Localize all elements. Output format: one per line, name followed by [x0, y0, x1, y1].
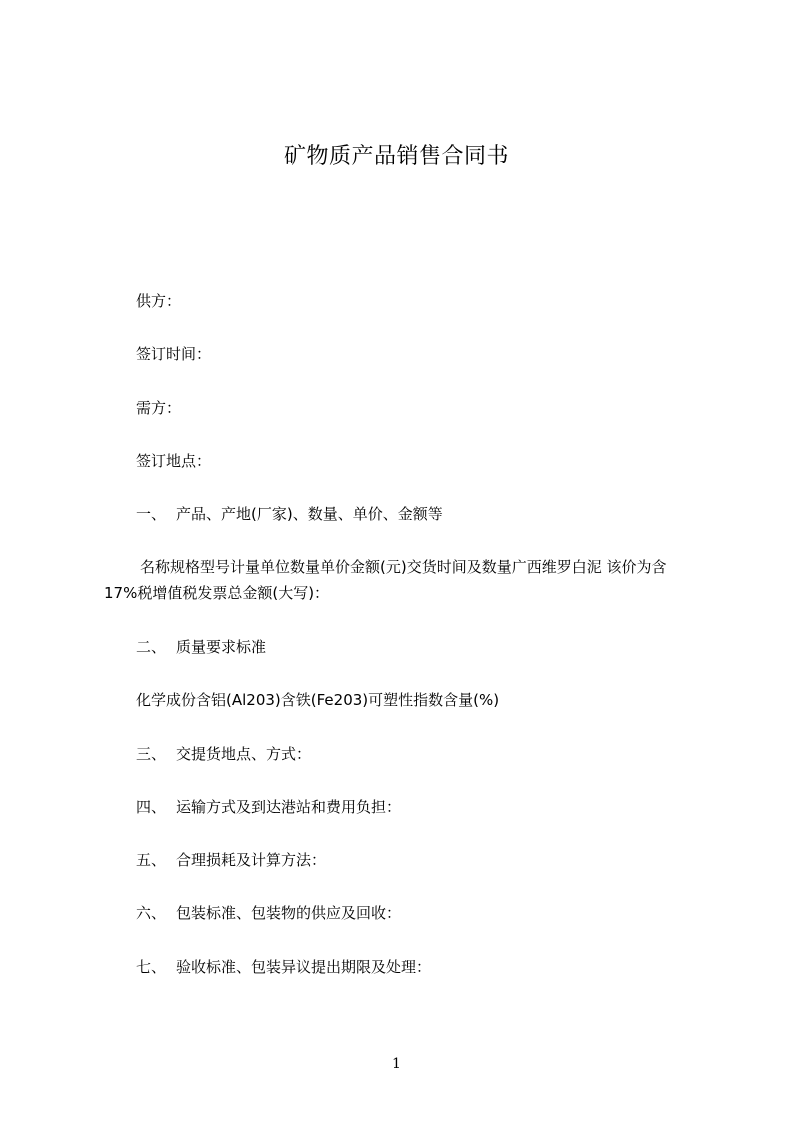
section-number: 二、: [136, 638, 167, 656]
section-heading-3: [136, 744, 311, 764]
section-number: 四、: [136, 798, 167, 816]
section-heading-6: [136, 903, 401, 923]
section-title: 运输方式及到达港站和费用负担：: [176, 798, 402, 816]
buyer-field-label: 需方：: [136, 399, 182, 417]
section-title: 包装标准、包装物的供应及回收：: [176, 904, 402, 922]
product-paragraph: 名称规格型号计量单位数量单价金额(元)交货时间及数量广西维罗白泥 该价为含 17%税增值税发票总金额(大写)：: [104, 558, 667, 602]
section-title: 交提货地点、方式：: [176, 745, 312, 763]
section-number: 五、: [136, 851, 167, 869]
supplier-field-label: 供方：: [136, 292, 182, 310]
section-title: 产品、产地(厂家)、数量、单价、金额等: [176, 505, 443, 523]
quality-paragraph: 化学成份含铝(Al203)含铁(Fe203)可塑性指数含量(%): [136, 691, 500, 709]
page-number: 1: [392, 1056, 401, 1072]
section-number: 七、: [136, 958, 167, 976]
section-number: 一、: [136, 505, 167, 523]
section-title: 验收标准、包装异议提出期限及处理：: [176, 958, 432, 976]
section-title: 质量要求标准: [176, 638, 267, 656]
sign-place-field-label: 签订地点：: [136, 452, 212, 470]
document-title: 矿物质产品销售合同书: [283, 144, 509, 169]
section-heading-2: [136, 637, 266, 657]
section-heading-1: [136, 504, 443, 524]
section-number: 三、: [136, 745, 167, 763]
section-heading-5: [136, 850, 326, 870]
sign-time-field-label: 签订时间：: [136, 345, 212, 363]
section-heading-4: [136, 797, 401, 817]
section-title: 合理损耗及计算方法：: [176, 851, 327, 869]
section-heading-7: [136, 957, 431, 977]
section-number: 六、: [136, 904, 167, 922]
